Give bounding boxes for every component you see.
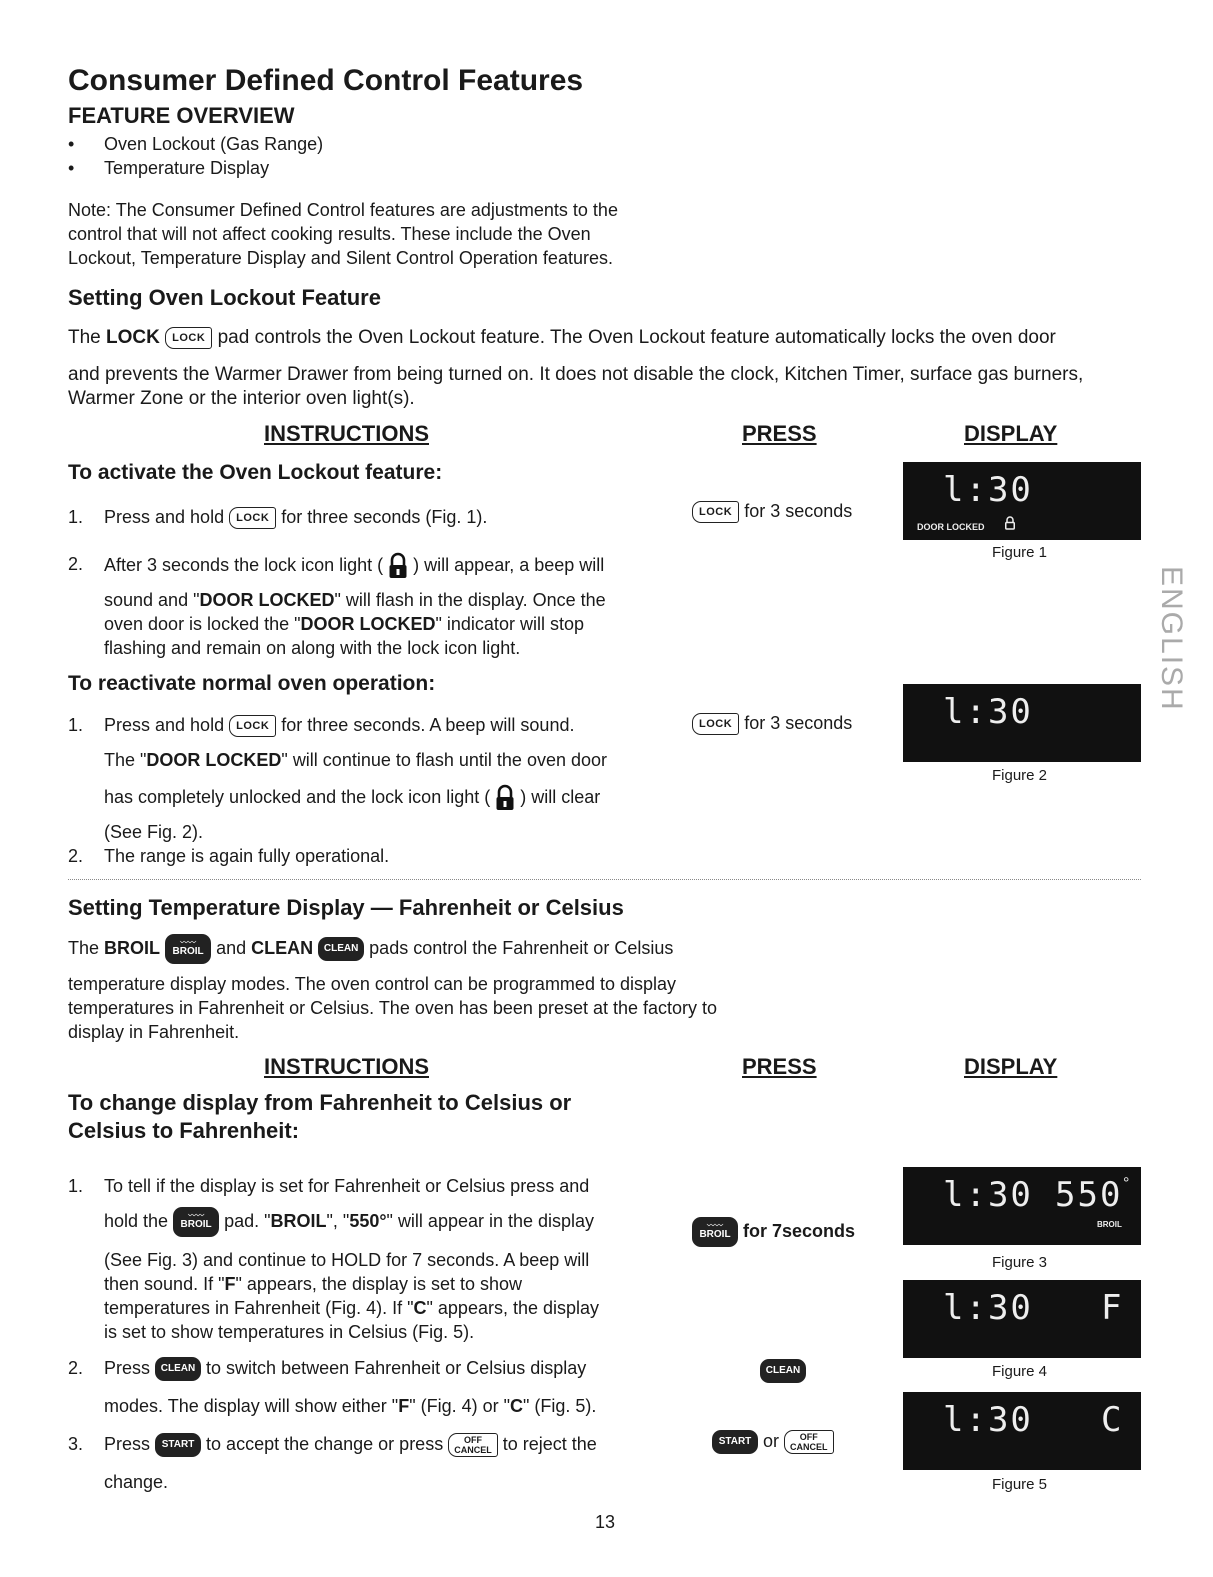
col-press: PRESS [742, 1054, 817, 1079]
press-lock-1: LOCK for 3 seconds [692, 499, 852, 523]
press-lock-2: LOCK for 3 seconds [692, 711, 852, 735]
col-instructions: INSTRUCTIONS [264, 1054, 429, 1079]
lock-pad: LOCK [229, 715, 276, 737]
change-step-3: 3. Press START to accept the change or press OFF CANCEL to reject the [68, 1434, 597, 1456]
col-press: PRESS [742, 421, 817, 446]
display-figure-5 [903, 1392, 1141, 1470]
display-time: l:30 [943, 692, 1033, 732]
start-pad: START [155, 1433, 201, 1457]
lock-pad: LOCK [165, 327, 212, 349]
list-item: • Temperature Display [68, 158, 270, 178]
reactivate-step-1-line2: The "DOOR LOCKED" will continue to flash until the oven door [104, 750, 608, 770]
display-time: l:30 [943, 1288, 1033, 1328]
reactivate-heading: To reactivate normal oven operation: [68, 672, 436, 695]
change-step-2-line2: modes. The display will show either "F" (Fig. 4) or "C" (Fig. 5). [104, 1396, 597, 1416]
degree-symbol: ° [1123, 1175, 1130, 1192]
lock-pad: LOCK [692, 501, 739, 523]
reactivate-step-1-line3: has completely unlocked and the lock icon light ( ) will clear [104, 784, 600, 812]
section-divider [68, 879, 1141, 880]
off-cancel-pad: OFF CANCEL [448, 1433, 498, 1457]
clean-pad: CLEAN [318, 937, 364, 961]
activate-heading: To activate the Oven Lockout feature: [68, 461, 443, 484]
activate-step-2: 2. After 3 seconds the lock icon light ( ) will appear, a beep will [68, 552, 604, 580]
lock-icon [495, 784, 515, 812]
reactivate-step-2: 2. The range is again fully operational. [68, 846, 390, 866]
list-item: • Oven Lockout (Gas Range) [68, 134, 324, 154]
col-display: DISPLAY [964, 1054, 1058, 1079]
lock-pad: LOCK [692, 713, 739, 735]
change-step-2: 2. Press CLEAN to switch between Fahrenheit or Celsius display [68, 1356, 586, 1381]
reactivate-step-1: 1. Press and hold LOCK for three seconds. A beep will sound. [68, 713, 574, 737]
figure-caption: Figure 4 [992, 1363, 1048, 1380]
overview-note: Note: The Consumer Defined Control features are adjustments to the control that will not affect cooking results. These include the Oven Lockout, Temperature Display and Silent Control Operation features. [68, 200, 618, 268]
reactivate-step-1-line4: (See Fig. 2). [104, 822, 204, 842]
change-step-1-cont: (See Fig. 3) and continue to HOLD for 7 seconds. A beep will then sound. If "F" appears, the display is set to show temperatures in Fahrenheit (Fig. 4). If "C" appears, the display is set to show temperatures in Celsius (Fig. 5). [104, 1250, 600, 1342]
lockout-intro-cont: and prevents the Warmer Drawer from being turned on. It does not disable the clock, Kitchen Timer, surface gas burners, Warmer Zone or the interior oven light(s). [68, 364, 1084, 409]
feature-overview-heading: FEATURE OVERVIEW [68, 103, 295, 128]
overview-list [68, 132, 323, 180]
lock-pad: LOCK [229, 507, 276, 529]
change-step-3-line2: change. [104, 1472, 169, 1492]
language-tab-label: ENGLISH [1155, 566, 1188, 712]
figure-caption: Figure 5 [992, 1476, 1048, 1493]
temp-heading: Setting Temperature Display — Fahrenheit or Celsius [68, 895, 624, 920]
activate-step-2-cont: sound and "DOOR LOCKED" will flash in the display. Once the oven door is locked the "DOOR LOCKED" indicator will stop flashing and remain on along with the lock icon light. [104, 590, 606, 658]
language-tab [1154, 566, 1194, 716]
door-locked-indicator: DOOR LOCKED [917, 522, 985, 532]
col-instructions: INSTRUCTIONS [264, 421, 429, 446]
figure-caption: Figure 1 [992, 544, 1048, 561]
broil-indicator: BROIL [1097, 1220, 1122, 1229]
display-figure-3 [903, 1167, 1141, 1245]
page-number: 13 [595, 1512, 616, 1532]
change-step-1: 1. To tell if the display is set for Fahrenheit or Celsius press and [68, 1176, 590, 1196]
display-temperature: 550 [1055, 1175, 1123, 1215]
display-figure-1 [903, 462, 1141, 540]
broil-pad: 〰〰 BROIL [173, 1207, 219, 1237]
page-title: Consumer Defined Control Features [68, 64, 584, 97]
clean-pad: CLEAN [155, 1357, 201, 1381]
lock-icon [1005, 516, 1015, 530]
broil-pad: 〰〰 BROIL [692, 1217, 738, 1247]
press-clean [760, 1358, 806, 1383]
display-time: l:30 [943, 1400, 1033, 1440]
temp-intro: The BROIL 〰〰 BROIL and CLEAN CLEAN pads control the Fahrenheit or Celsius [68, 934, 673, 964]
press-start-or-cancel: START or OFF CANCEL [712, 1429, 834, 1454]
display-unit: F [1101, 1288, 1124, 1328]
lockout-heading: Setting Oven Lockout Feature [68, 285, 381, 310]
display-unit: C [1101, 1400, 1124, 1440]
display-time: l:30 [943, 1175, 1033, 1215]
temp-intro-cont: temperature display modes. The oven control can be programmed to display temperatures in Fahrenheit or Celsius. The oven has been preset at the factory to display in Fahrenheit. [68, 974, 718, 1042]
broil-pad: 〰〰 BROIL [165, 934, 211, 964]
change-step-1-line2: hold the 〰〰 BROIL pad. "BROIL", "550°" will appear in the display [104, 1207, 594, 1237]
lockout-intro: The LOCK LOCK pad controls the Oven Lockout feature. The Oven Lockout feature automatically locks the oven door [68, 327, 1056, 348]
clean-pad: CLEAN [760, 1359, 806, 1383]
press-broil: 〰〰 BROIL for 7seconds [692, 1217, 855, 1247]
activate-step-1: 1. Press and hold LOCK for three seconds (Fig. 1). [68, 505, 487, 529]
figure-caption: Figure 2 [992, 767, 1048, 784]
display-figure-2 [903, 684, 1141, 762]
lock-icon [388, 552, 408, 580]
col-display: DISPLAY [964, 421, 1058, 446]
change-heading: To change display from Fahrenheit to Celsius or Celsius to Fahrenheit: [68, 1090, 572, 1143]
display-figure-4 [903, 1280, 1141, 1358]
figure-caption: Figure 3 [992, 1254, 1048, 1271]
off-cancel-pad: OFF CANCEL [784, 1430, 834, 1454]
display-time: l:30 [943, 470, 1033, 510]
start-pad: START [712, 1430, 758, 1454]
